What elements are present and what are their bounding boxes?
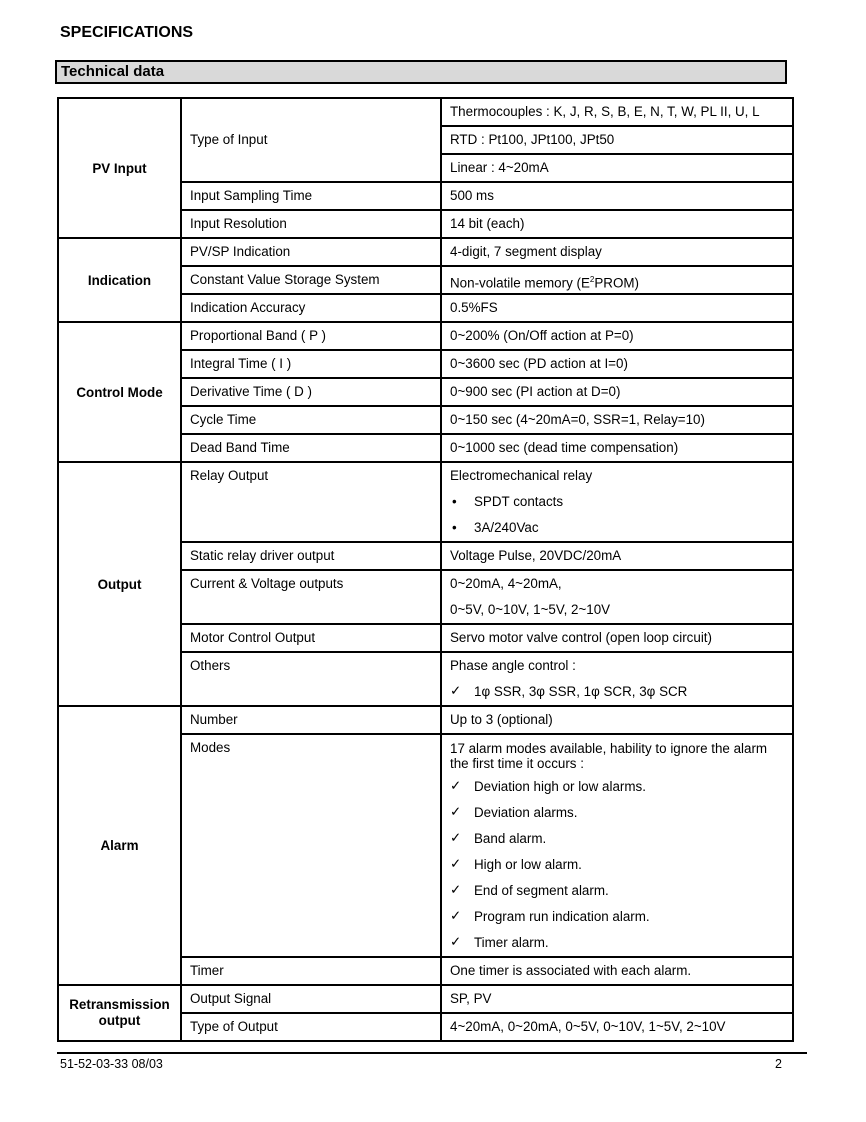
label-prop-band: Proportional Band ( P ) (190, 328, 326, 343)
section-title: Technical data (55, 60, 787, 84)
value-dead-band: 0~1000 sec (dead time compensation) (450, 440, 679, 455)
label-pv-sp: PV/SP Indication (190, 244, 291, 259)
value-storage: Non-volatile memory $(E^2PROM)$ (450, 275, 639, 291)
label-others: Others (190, 658, 231, 673)
label-relay: Relay Output (190, 468, 269, 483)
table-row (58, 462, 793, 542)
label-type-of-output: Type of Output (190, 1019, 278, 1034)
label-modes: Modes (190, 740, 231, 755)
label-storage: Constant Value Storage System (190, 272, 380, 287)
label-sampling-time: Input Sampling Time (190, 188, 313, 203)
footer-page-number: 2 (775, 1057, 782, 1071)
list-item: ✓ Band alarm. (450, 826, 784, 852)
value-modes-intro: 17 alarm modes available, hability to ignore the alarm the first time it occurs : (450, 741, 768, 771)
label-static-relay: Static relay driver output (190, 548, 335, 563)
table-row (58, 322, 793, 350)
list-item: ✓ Deviation alarms. (450, 800, 784, 826)
table-row (58, 98, 793, 126)
label-type-of-input: Type of Input (190, 132, 268, 147)
list-item: ✓ High or low alarm. (450, 852, 784, 878)
list-item: • 3A/240Vac (450, 515, 784, 541)
footer-doc-id: 51-52-03-33 08/03 (60, 1057, 163, 1071)
group-control-mode: Control Mode (58, 322, 181, 462)
value-output-signal: SP, PV (450, 991, 492, 1006)
specifications-table (57, 97, 794, 1042)
value-integral: 0~3600 sec (PD action at I=0) (450, 356, 628, 371)
list-item: ✓ Program run indication alarm. (450, 904, 784, 930)
label-dead-band: Dead Band Time (190, 440, 290, 455)
list-item: ✓ Timer alarm. (450, 930, 784, 956)
table-row (58, 985, 793, 1013)
value-accuracy: 0.5%FS (450, 300, 498, 315)
table-row (58, 238, 793, 266)
value-relay: Electromechanical relay (450, 468, 593, 483)
value-number: Up to 3 (optional) (450, 712, 553, 727)
page-heading: SPECIFICATIONS (60, 24, 194, 41)
footer-divider (57, 1052, 807, 1054)
group-output: Output (58, 462, 181, 706)
value-cycle: 0~150 sec (4~20mA=0, SSR=1, Relay=10) (450, 412, 705, 427)
value-type-of-output: 4~20mA, 0~20mA, 0~5V, 0~10V, 1~5V, 2~10V (450, 1019, 726, 1034)
table-row (58, 706, 793, 734)
value-resolution: 14 bit (each) (450, 216, 525, 231)
label-number: Number (190, 712, 238, 727)
group-retransmission: Retransmission output (58, 985, 181, 1041)
group-indication: Indication (58, 238, 181, 322)
label-current-voltage: Current & Voltage outputs (190, 576, 344, 591)
label-derivative: Derivative Time ( D ) (190, 384, 313, 399)
value-derivative: 0~900 sec (PI action at D=0) (450, 384, 621, 399)
value-static-relay: Voltage Pulse, 20VDC/20mA (450, 548, 622, 563)
list-item: ✓ 1φ SSR, 3φ SSR, 1φ SCR, 3φ SCR (450, 679, 784, 705)
value-thermocouples: Thermocouples : K, J, R, S, B, E, N, T, W, PL II, U, L (450, 104, 760, 119)
list-item: ✓ End of segment alarm. (450, 878, 784, 904)
label-accuracy: Indication Accuracy (190, 300, 306, 315)
label-output-signal: Output Signal (190, 991, 272, 1006)
value-timer: One timer is associated with each alarm. (450, 963, 692, 978)
value-others: Phase angle control : (450, 658, 576, 673)
list-item: ✓ Deviation high or low alarms. (450, 774, 784, 800)
value-prop-band: 0~200% (On/Off action at P=0) (450, 328, 634, 343)
label-cycle: Cycle Time (190, 412, 257, 427)
value-linear: Linear : 4~20mA (450, 160, 549, 175)
value-voltage: 0~5V, 0~10V, 1~5V, 2~10V (450, 602, 611, 617)
value-pv-sp: 4-digit, 7 segment display (450, 244, 602, 259)
value-sampling-time: 500 ms (450, 188, 494, 203)
label-resolution: Input Resolution (190, 216, 287, 231)
value-rtd: RTD : Pt100, JPt100, JPt50 (450, 132, 615, 147)
group-pv-input: PV Input (58, 98, 181, 238)
list-item: • SPDT contacts (450, 489, 784, 515)
value-motor: Servo motor valve control (open loop circuit) (450, 630, 712, 645)
value-current: 0~20mA, 4~20mA, (450, 576, 562, 591)
label-motor: Motor Control Output (190, 630, 316, 645)
group-alarm: Alarm (58, 706, 181, 985)
label-timer: Timer (190, 963, 224, 978)
label-integral: Integral Time ( I ) (190, 356, 292, 371)
